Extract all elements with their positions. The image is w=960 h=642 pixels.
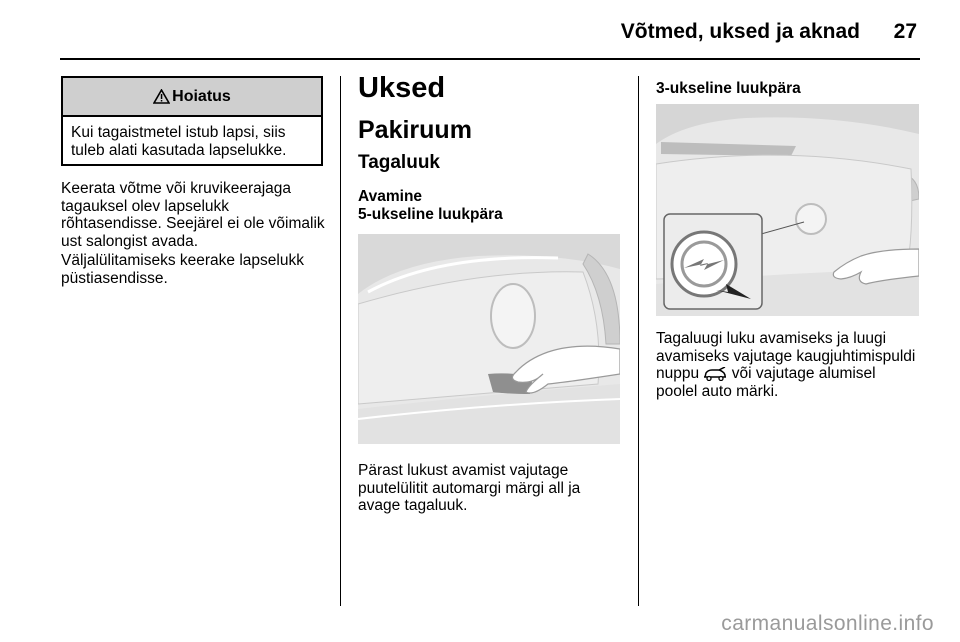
paragraph-5-door-opening: Pärast lukust avamist vajutage puutelülitit automargi märgi all ja avage tagaluuk. <box>358 462 581 514</box>
warning-text: Kui tagaistmetel istub lapsi, siis tuleb alati kasutada lapselukke. <box>71 124 287 159</box>
illustration-3-door-tailgate <box>656 104 919 316</box>
page-header-title: Võtmed, uksed ja aknad <box>620 20 860 43</box>
subheading-5-door: 5-ukseline luukpära <box>358 206 503 223</box>
car-trunk-icon <box>703 367 727 381</box>
section-heading-tailgate: Tagaluuk <box>358 152 440 173</box>
header-divider <box>60 58 920 60</box>
page-number: 27 <box>893 20 917 43</box>
illustration-5-door-tailgate <box>358 234 620 444</box>
paragraph-child-lock-off: Väljalülitamiseks keerake lapselukk püstiasendisse. <box>61 252 304 287</box>
warning-header <box>63 78 321 117</box>
section-heading-luggage: Pakiruum <box>358 116 472 144</box>
watermark: carmanualsonline.info <box>721 612 934 635</box>
paragraph-3-door-opening <box>656 330 921 400</box>
column-divider-1 <box>340 76 341 606</box>
warning-triangle-icon <box>153 89 170 104</box>
paragraph-child-lock: Keerata võtme või kruvikeerajaga tagauksel olev lapselukk rõhtasendisse. Seejärel ei ole võimalik ust salongist avada. <box>61 180 325 250</box>
warning-title: Hoiatus <box>172 87 231 105</box>
paragraph-3-door-text-a: Tagaluugi luku avamiseks ja luugi avamiseks vajutage kaugjuhtimispuldi nuppu <box>656 330 916 382</box>
column-divider-2 <box>638 76 639 606</box>
subheading-3-door: 3-ukseline luukpära <box>656 80 801 97</box>
section-heading-doors: Uksed <box>358 72 446 104</box>
subheading-opening: Avamine <box>358 188 423 205</box>
paragraph-3-door-text-b: või vajutage alumisel poolel auto märki. <box>656 365 876 400</box>
warning-box <box>61 76 323 166</box>
